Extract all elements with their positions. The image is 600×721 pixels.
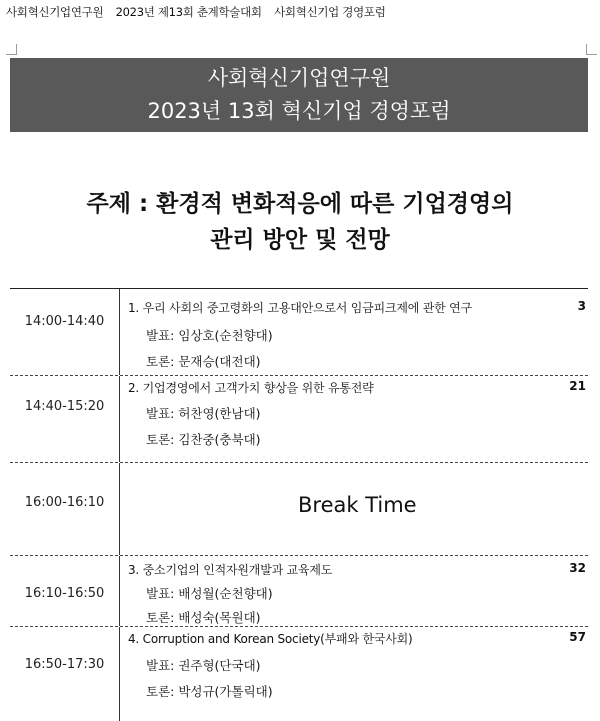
session-presenter: 발표: 권주형(단국대) (146, 658, 261, 673)
schedule-row (10, 556, 588, 627)
session-discussant: 토론: 김찬중(충북대) (146, 432, 261, 447)
session-title: 3. 중소기업의 인적자원개발과 교육제도 (128, 563, 333, 577)
session-discussant: 토론: 문재승(대전대) (146, 354, 261, 369)
session-time: 14:00-14:40 (24, 314, 105, 329)
session-title: 1. 우리 사회의 중고령화의 고용대안으로서 임금피크제에 관한 연구 (128, 301, 472, 315)
schedule-row-break (10, 463, 588, 556)
running-header (6, 4, 594, 20)
banner-institute-title: 사회혁신기업연구원 (207, 66, 391, 90)
margin-corner-mark-left (6, 44, 17, 55)
session-discussant: 토론: 박성규(가톨릭대) (146, 684, 273, 699)
session-page-number: 21 (569, 379, 586, 393)
session-page-number: 57 (569, 630, 586, 644)
session-title: 4. Corruption and Korean Society(부패와 한국사회) (128, 632, 413, 646)
break-time-label: Break Time (298, 493, 417, 517)
schedule-table (10, 288, 588, 721)
schedule-row (10, 376, 588, 463)
forum-subject (14, 186, 586, 258)
session-presenter: 발표: 허찬영(한남대) (146, 406, 261, 421)
column-divider (119, 627, 120, 721)
schedule-row (10, 289, 588, 376)
running-header-institute: 사회혁신기업연구원 (6, 5, 104, 19)
subject-line-2: 관리 방안 및 전망 (210, 227, 390, 253)
banner-forum-title: 2023년 13회 혁신기업 경영포럼 (147, 99, 451, 123)
session-discussant: 토론: 배성숙(목원대) (146, 610, 261, 625)
margin-corner-mark-right (586, 44, 597, 55)
title-banner (10, 58, 588, 132)
session-presenter: 발표: 배성월(순천향대) (146, 586, 273, 601)
running-header-forum: 사회혁신기업 경영포럼 (274, 5, 386, 19)
session-time: 16:00-16:10 (24, 495, 105, 510)
running-header-conference: 2023년 제13회 춘계학술대회 (115, 5, 262, 19)
session-time: 14:40-15:20 (24, 399, 105, 414)
session-presenter: 발표: 임상호(순천향대) (146, 328, 273, 343)
column-divider (119, 289, 120, 375)
session-page-number: 32 (569, 561, 586, 575)
column-divider (119, 463, 120, 555)
session-time: 16:50-17:30 (24, 657, 105, 672)
schedule-row (10, 627, 588, 721)
session-time: 16:10-16:50 (24, 586, 105, 601)
column-divider (119, 376, 120, 462)
session-page-number: 3 (577, 299, 586, 313)
column-divider (119, 556, 120, 626)
subject-line-1: 주제 : 환경적 변화적응에 따른 기업경영의 (86, 191, 514, 217)
session-title: 2. 기업경영에서 고객가치 향상을 위한 유통전략 (128, 381, 374, 395)
